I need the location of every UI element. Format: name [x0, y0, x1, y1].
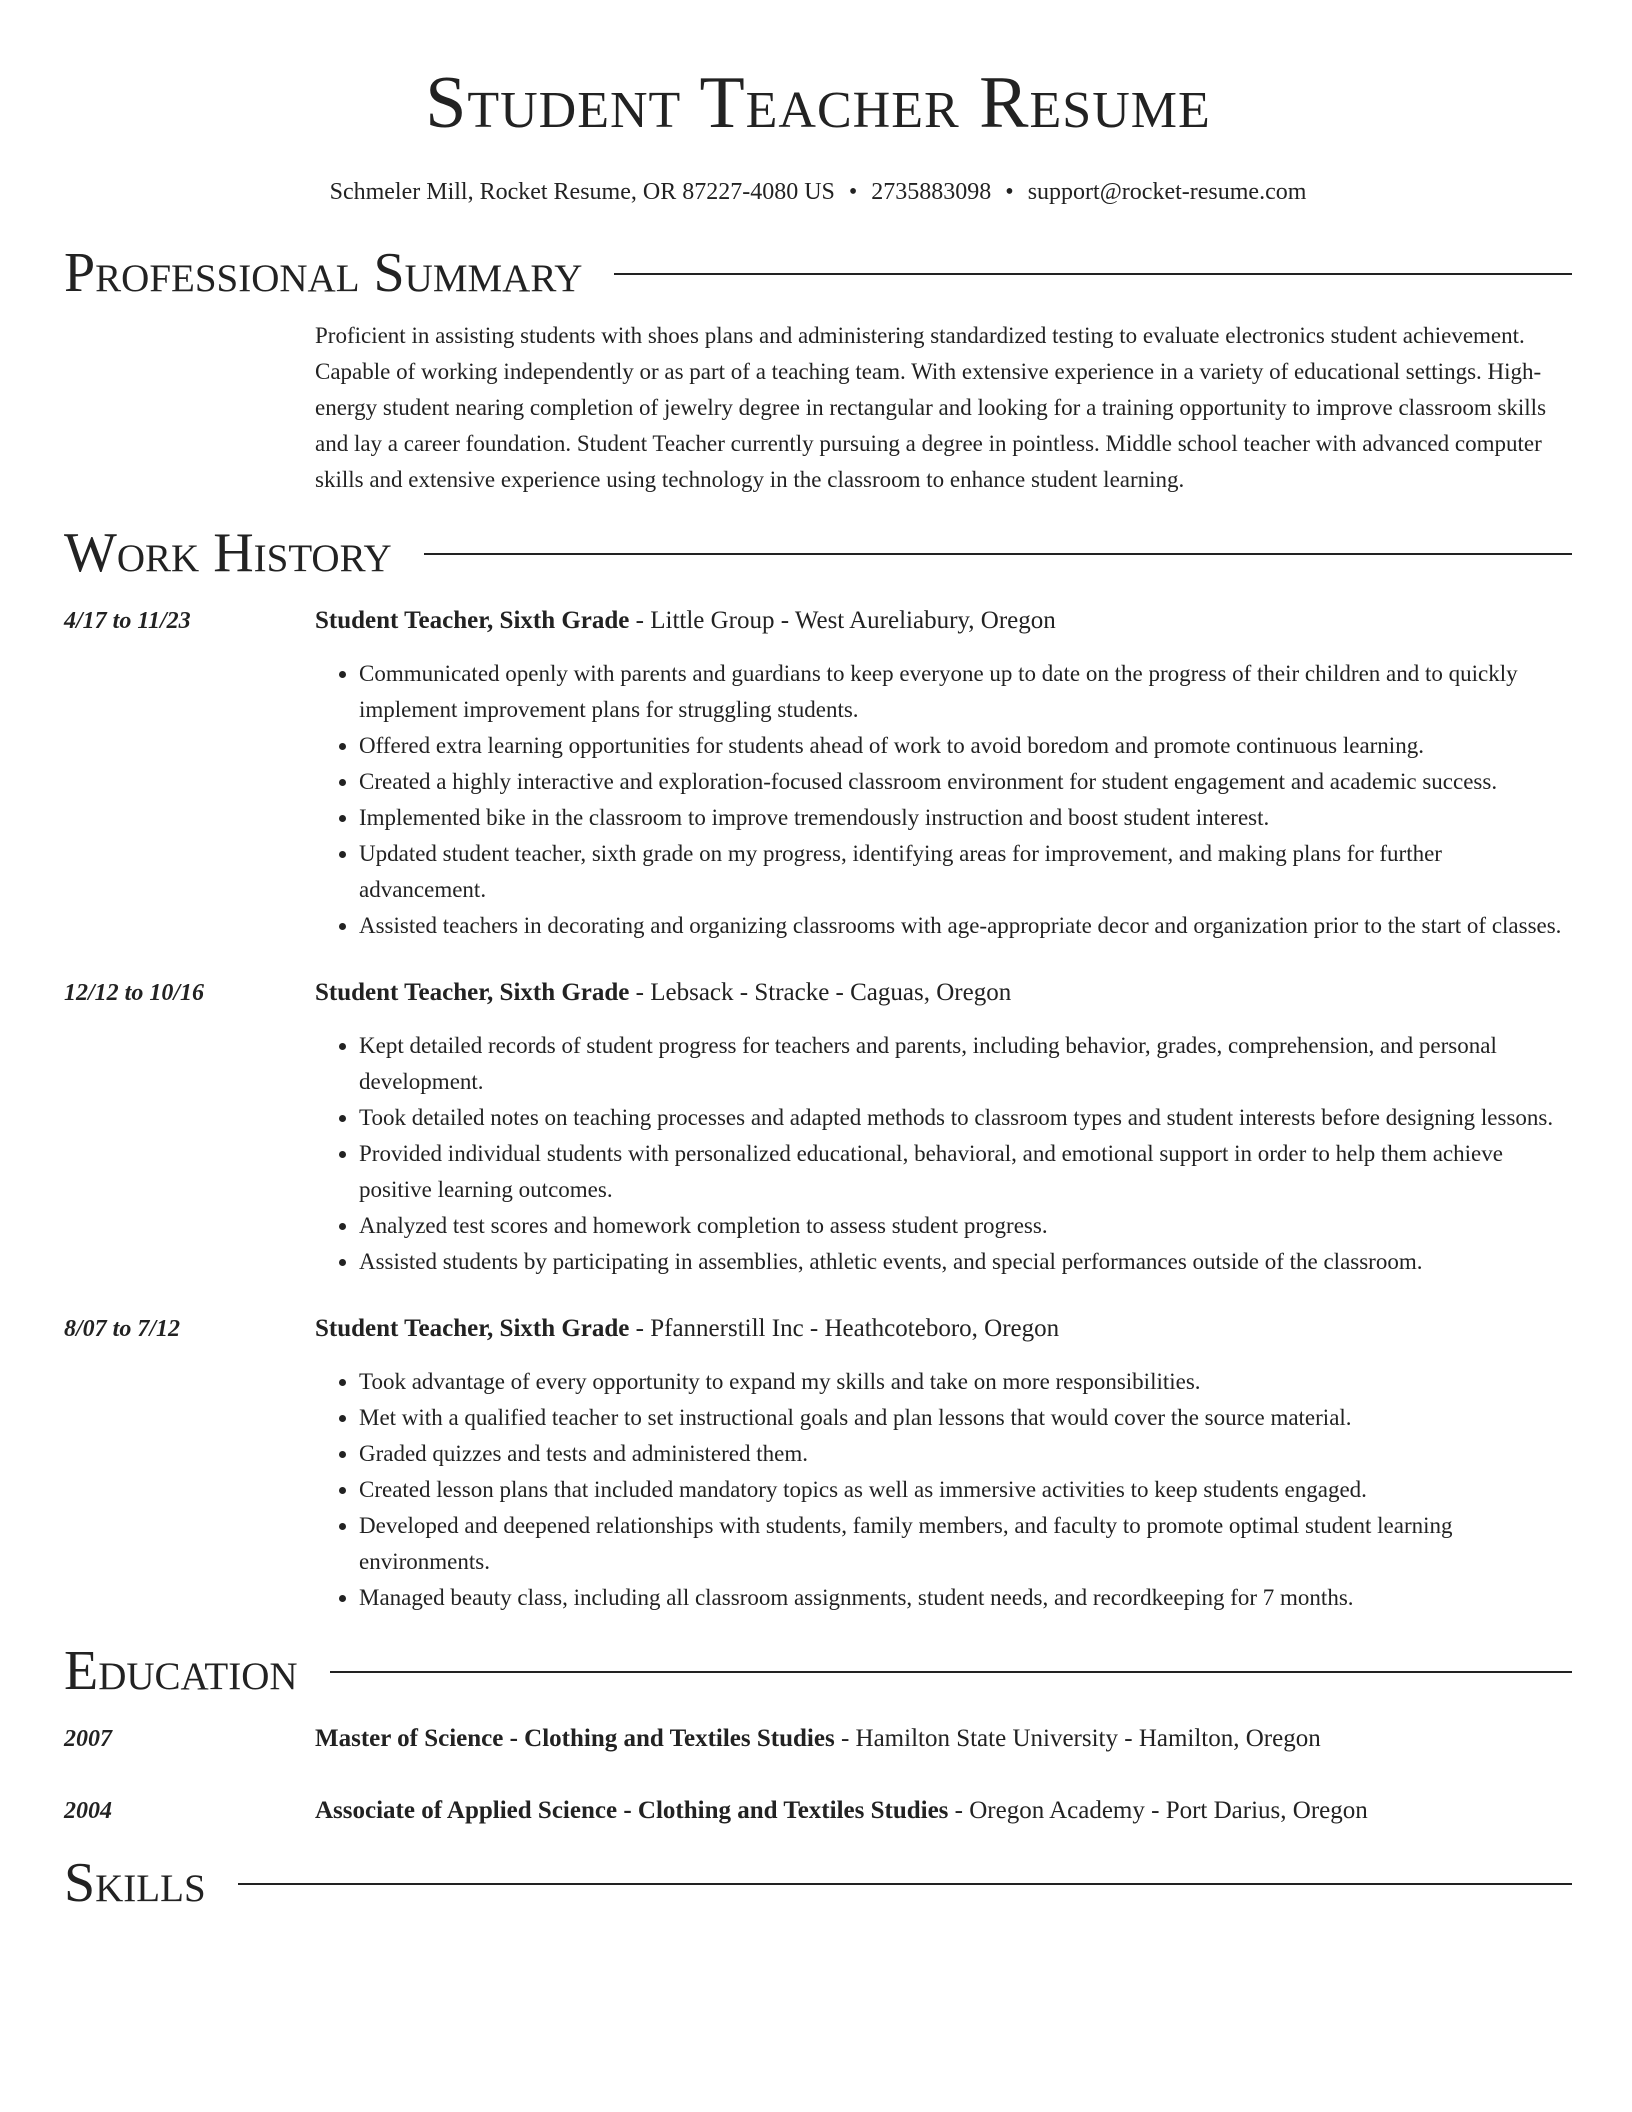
education-heading	[315, 1794, 1368, 1828]
job-heading	[315, 976, 1572, 1010]
list-item: • Provided individual students with personalized educational, behavioral, and emotional support in order to help them achieve positive learning outcomes.	[359, 1136, 1572, 1208]
job-details: - Pfannerstill Inc - Heathcoteboro, Oregon	[629, 1315, 1060, 1342]
contact-separator: •	[848, 179, 858, 205]
list-item: • Managed beauty class, including all classroom assignments, student needs, and recordkeeping for 7 months.	[359, 1580, 1572, 1616]
section-title-summary: Professional Summary	[64, 242, 583, 304]
section-header-summary	[64, 240, 1572, 306]
job-details: - Little Group - West Aureliabury, Oregon	[629, 607, 1056, 634]
job-title: Student Teacher, Sixth Grade	[315, 979, 630, 1006]
section-header-education	[64, 1638, 1572, 1704]
job-bullets	[315, 656, 1572, 944]
section-header-skills	[64, 1850, 1572, 1916]
education-details: - Oregon Academy - Port Darius, Oregon	[948, 1797, 1368, 1824]
section-divider	[238, 1883, 1572, 1885]
education-date: 2007	[64, 1726, 112, 1752]
list-item: • Graded quizzes and tests and administered them.	[359, 1436, 1572, 1472]
job-date: 12/12 to 10/16	[64, 980, 205, 1006]
education-heading	[315, 1722, 1321, 1756]
list-item: • Created lesson plans that included mandatory topics as well as immersive activities to keep students engaged.	[359, 1472, 1572, 1508]
section-title-education: Education	[64, 1640, 298, 1702]
list-item: • Took detailed notes on teaching processes and adapted methods to classroom types and student interests before designing lessons.	[359, 1100, 1572, 1136]
job-entry	[64, 1312, 1572, 1616]
contact-line	[64, 176, 1572, 208]
list-item: • Created a highly interactive and exploration-focused classroom environment for student engagement and academic success.	[359, 764, 1572, 800]
education-degree: Associate of Applied Science - Clothing and Textiles Studies	[315, 1797, 949, 1824]
job-date: 4/17 to 11/23	[64, 608, 191, 634]
list-item: • Assisted students by participating in assemblies, athletic events, and special performances outside of the classroom.	[359, 1244, 1572, 1280]
contact-separator: •	[1005, 179, 1014, 205]
job-bullets	[315, 1028, 1572, 1280]
education-entry	[64, 1794, 1572, 1828]
education-entry	[64, 1722, 1572, 1756]
list-item: • Developed and deepened relationships with students, family members, and faculty to promote optimal student learning environments.	[359, 1508, 1572, 1580]
contact-address: Schmeler Mill, Rocket Resume, OR 87227-4080 US	[329, 179, 835, 205]
list-item: • Analyzed test scores and homework completion to assess student progress.	[359, 1208, 1572, 1244]
section-divider	[614, 273, 1572, 275]
job-heading	[315, 1312, 1572, 1346]
section-title-work: Work History	[64, 522, 392, 584]
job-date: 8/07 to 7/12	[64, 1316, 181, 1342]
education-date: 2004	[64, 1798, 112, 1824]
summary-text: Proficient in assisting students with shoes plans and administering standardized testing to evaluate electronics student achievement. Capable of working independently or as part of a teaching team. With extensive experience in a variety of educational settings. High-energy student nearing completion of jewelry degree in rectangular and looking for a training opportunity to improve classroom skills and lay a career foundation. Student Teacher currently pursuing a degree in pointless. Middle school teacher with advanced computer skills and extensive experience using technology in the classroom to enhance student learning.	[315, 323, 1547, 492]
list-item: • Met with a qualified teacher to set instructional goals and plan lessons that would cover the source material.	[359, 1400, 1572, 1436]
job-entry	[64, 604, 1572, 944]
section-header-work	[64, 520, 1572, 586]
list-item: • Implemented bike in the classroom to improve tremendously instruction and boost student interest.	[359, 800, 1572, 836]
section-divider	[424, 553, 1572, 555]
education-degree: Master of Science - Clothing and Textiles Studies	[315, 1725, 835, 1752]
list-item: • Communicated openly with parents and guardians to keep everyone up to date on the progress of their children and to quickly implement improvement plans for struggling students.	[359, 656, 1572, 728]
list-item: • Assisted teachers in decorating and organizing classrooms with age-appropriate decor and organization prior to the start of classes.	[359, 908, 1572, 944]
contact-email[interactable]: support@rocket-resume.com	[1027, 179, 1307, 205]
job-details: - Lebsack - Stracke - Caguas, Oregon	[629, 979, 1012, 1006]
job-heading	[315, 604, 1572, 638]
section-title-skills: Skills	[64, 1852, 206, 1914]
contact-phone: 2735883098	[871, 179, 992, 205]
list-item: • Took advantage of every opportunity to expand my skills and take on more responsibilities.	[359, 1364, 1572, 1400]
job-title: Student Teacher, Sixth Grade	[315, 1315, 630, 1342]
education-details: - Hamilton State University - Hamilton, Oregon	[834, 1725, 1321, 1752]
job-entry	[64, 976, 1572, 1280]
job-bullets	[315, 1364, 1572, 1616]
list-item: • Updated student teacher, sixth grade on my progress, identifying areas for improvement, and making plans for further advancement.	[359, 836, 1572, 908]
section-divider	[330, 1671, 1572, 1673]
list-item: • Kept detailed records of student progress for teachers and parents, including behavior, grades, comprehension, and personal development.	[359, 1028, 1572, 1100]
job-title: Student Teacher, Sixth Grade	[315, 607, 630, 634]
resume-title: Student Teacher Resume	[425, 62, 1211, 144]
resume-page	[64, 0, 1572, 1916]
list-item: • Offered extra learning opportunities for students ahead of work to avoid boredom and promote continuous learning.	[359, 728, 1572, 764]
